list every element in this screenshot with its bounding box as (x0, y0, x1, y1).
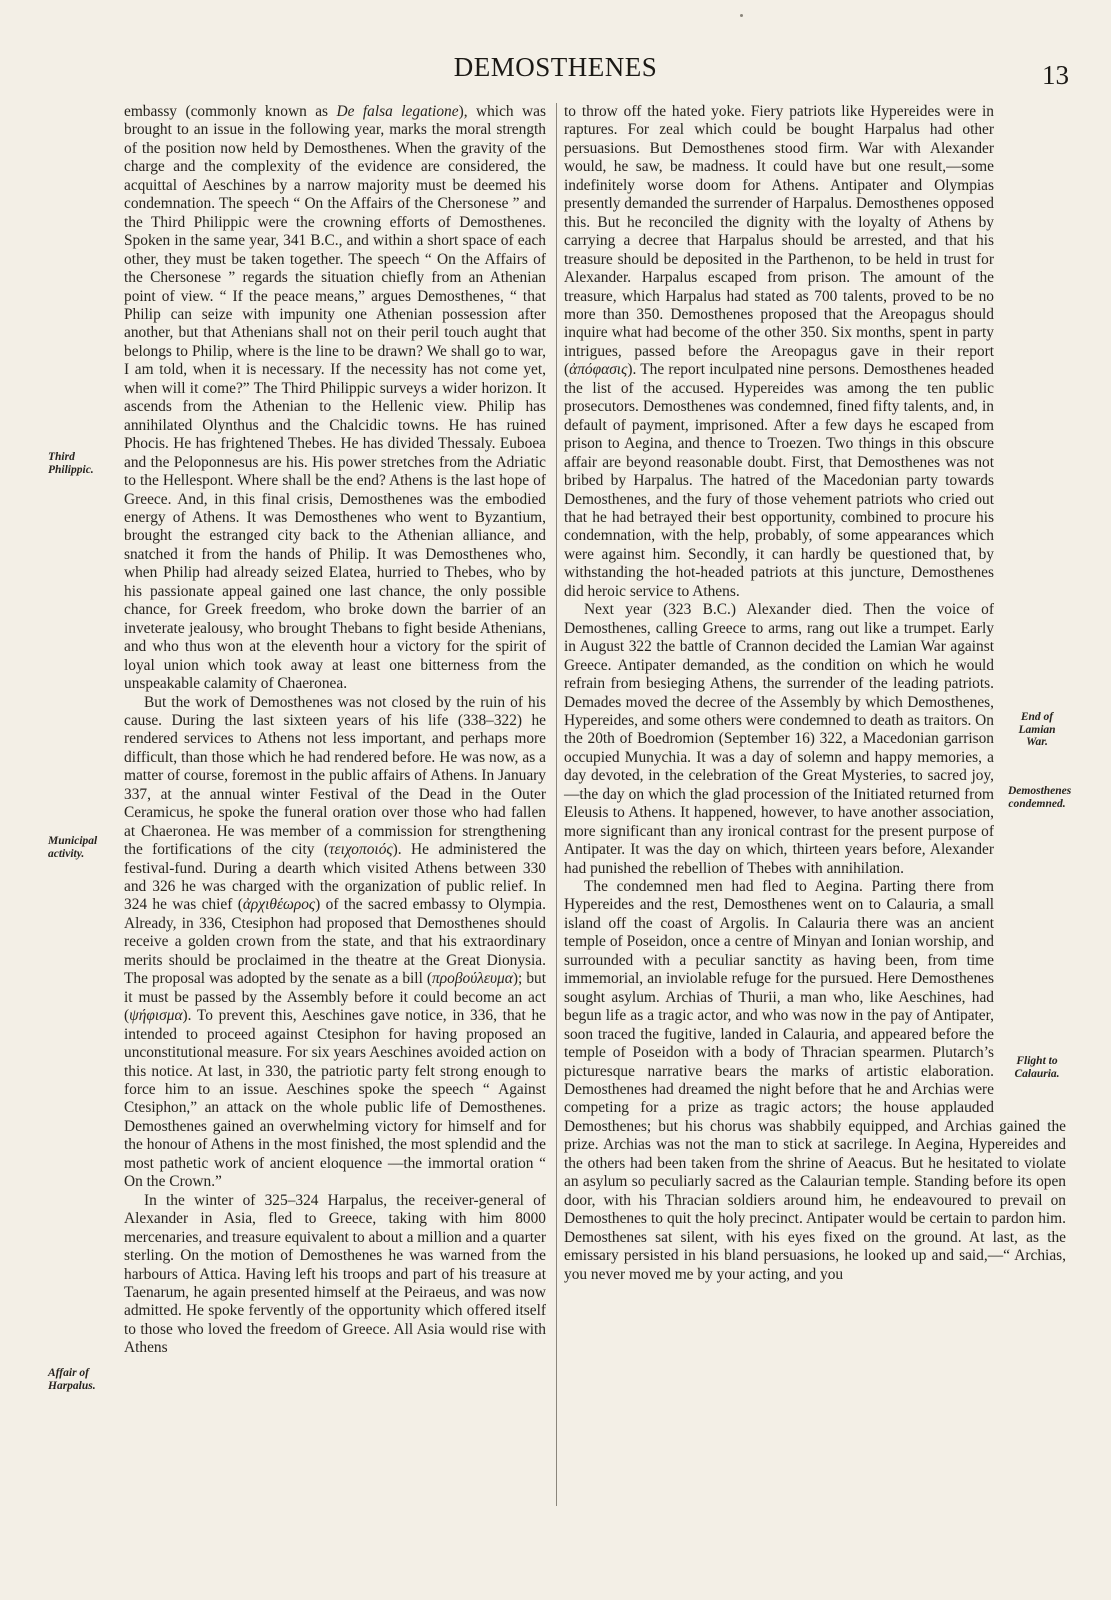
right-column (564, 103, 1072, 1284)
marginal-note-box (48, 435, 124, 507)
marginal-note-box (994, 1039, 1066, 1111)
greek-term: ἀρχιθέωρος (242, 896, 316, 914)
paragraph: In the winter of 325–324 Harpalus, the receiver-general of Alexander in Asia, fled to Greece, taking with him 8000 mercenaries, and treasure equivalent to about a million and a quarter sterling. On the motion of Demosthenes he was warned from the harbours of Attica. Having left his troops and part of his treasure at Taenarum, he again presented himself at the Peiraeus, and was now admitted. He spoke fervently of the opportunity which offered itself to those who loved the freedom of Greece. All Asia would rise with Athens (124, 1191, 546, 1357)
marginal-note-box (994, 769, 1072, 859)
marginal-note-municipal-activity: Municipal activity. (48, 835, 98, 860)
paragraph: embassy (commonly known as De falsa legatione), which was brought to an issue in the following year, marks the moral strength of the position now held by Demosthenes. When the gravity of the charge and the complexity of the evidence are considered, the acquittal of Aeschines by a narrow majority must be deemed his condemnation. The speech “ On the Affairs of the Chersonese ” and the Third Philippic were the crowning efforts of Demosthenes. Spoken in the same year, 341 B.C., and within a short space of each other, they must be taken together. The speech “ On the Affairs of the Chersonese ” regards the situation chiefly from an Athenian point of view. “ If the peace means,” argues Demosthenes, “ that Philip can seize with impunity one Athenian possession after another, but that Athenians shall not on their peril touch aught that belongs to Philip, where is the line to be drawn? We shall go to war, I am told, when it is necessary. If the necessity has not come yet, when will it come?” The Third Philippic surveys a wider horizon. It ascends from the Athenian to the Hellenic view. Philip has annihilated Olynthus and the Chalcidic towns. He has ruined Phocis. He has frightened Thebes. He has divided Thessaly. Euboea and the Peloponnesus are his. His power stretches from the Adriatic to the Hellespont. Where shall be the end? Athens is the last hope of Greece. And, in this final crisis, Demosthenes was the embodied energy of Athens. It was Demosthenes who went to Byzantium, brought the estranged city back to the Athenian alliance, and snatched it from the hands of Philip. It was Demosthenes who, when Philip had already seized Elatea, hurried to Thebes, who by his passionate appeal gained one last chance, the only possible chance, for Greek freedom, who broke down the barrier of an inveterate jealousy, who brought Thebans to fight beside Athenians, and who thus won at the eleventh hour a victory for the spirit of loyal union which took away at least one bitterness from the unspeakable calamity of Chaeronea. (124, 103, 546, 693)
marginal-note-flight-to-calauria: Flight to Calauria. (1014, 1055, 1060, 1080)
marginal-note-box (48, 819, 124, 891)
paragraph: The condemned men had fled to Aegina. Parting there from Hypereides and the rest, Demosthenes went on to Calauria, a small island off the coast of Argolis. In Calauria there was an ancient temple of Poseidon, once a centre of Minyan and Ionian worship, and surrounded with a peculiar sanctity as having been, from time immemorial, an inviolable refuge for the pursued. Here Demosthenes sought asylum. Archias of Thurii, a man who, like Aeschines, had begun life as a tragic actor, and who was now in the pay of Antipater, soon traced the fugitive, landed in Calauria, and appeared before the temple of Poseidon with a body of Thracian spearmen. Plutarch’s picturesque narrative bears the marks of artistic elaboration. Demosthenes had dreamed the night before that he and Archias were competing for a prize as tragic actors; the house applauded Demosthenes; but his chorus was shabbily equipped, and Archias gained the prize. Archias was not the man to stick at sacrilege. In Aegina, Hypereides and the others had been taken from the shrine of Aeacus. But he hesitated to violate an asylum so peculiarly sacred as the Calaurian temple. Standing before its open door, with his Thracian soldiers around him, he endeavoured to prevail on Demosthenes to quit the holy precinct. Antipater would be certain to pardon him. Demosthenes sat silent, with his eyes fixed on the ground. At last, as the emissary persisted in his bland persuasions, he looked up and said,—“ Archias, you never moved me by your acting, and you (564, 878, 1066, 1283)
marginal-note-end-of-lamian-war: End of Lamian War. (1018, 711, 1056, 748)
work-title: De falsa legatione (336, 103, 459, 120)
paragraph: to throw off the hated yoke. Fiery patriots like Hypereides were in raptures. For zeal which could be bought Harpalus had other persuasions. But Demosthenes stood firm. War with Alexander would, he saw, be madness. It could have but one result,—some indefinitely worse doom for Athens. Antipater and Olympias presently demanded the surrender of Harpalus. Demosthenes opposed this. But he reconciled the dignity with the loyalty of Athens by carrying a decree that Harpalus should be arrested, and that his treasure should be deposited in the Parthenon, to be held in trust for Alexander. Harpalus escaped from prison. The amount of the treasure, which Harpalus had stated as 700 talents, proved to be no more than 350. Demosthenes proposed that the Areopagus should inquire what had become of the other 350. Six months, spent in party intrigues, passed before the Areopagus gave in their report (ἀπόφασις). The report inculpated nine persons. Demosthenes headed the list of the accused. Hypereides was among the ten public prosecutors. Demosthenes was condemned, fined fifty talents, and, in default of payment, imprisoned. After a few days he escaped from prison to Aegina, and thence to Troezen. Two things in this obscure affair are beyond reasonable doubt. First, that Demosthenes was not bribed by Harpalus. The hatred of the Macedonian party towards Demosthenes, and the fury of those vehement patriots who cried out that he had betrayed their best opportunity, combined to procure his condemnation, with the help, probably, of some appearances which were against him. Secondly, it can hardly be questioned that, by withstanding the hot-headed patriots at this juncture, Demosthenes did heroic service to Athens. (564, 103, 994, 600)
marginal-note-box (48, 1351, 124, 1423)
paragraph: Next year (323 B.C.) Alexander died. Then the voice of Demosthenes, calling Greece to arms, rang out like a trumpet. Early in August 322 the battle of Crannon decided the Lamian War against Greece. Antipater demanded, as the condition on which he would refrain from besieging Athens, the surrender of the leading patriots. Demades moved the decree of the Assembly by which Demosthenes, Hypereides, and some others were condemned to death as traitors. On the 20th of Boedromion (September 16) 322, a Macedonian garrison occupied Munychia. It was a day of solemn and happy memories, a day devoted, in the celebration of the Great Mysteries, to sacred joy,—the day on which the glad procession of the Initiated returned from Eleusis to Athens. It happened, however, to have another association, more significant than any ironical contrast for the present purpose of Antipater. It was the day on which, thirteen years before, Alexander had punished the rebellion of Thebes with annihilation. (564, 601, 994, 877)
paragraph: But the work of Demosthenes was not closed by the ruin of his cause. During the last sixteen years of his life (338–322) he rendered services to Athens not less important, and perhaps more difficult, than those which he had rendered before. He was now, as a matter of course, foremost in the public affairs of Athens. In January 337, at the annual winter Festival of the Dead in the Outer Ceramicus, he spoke the funeral oration over those who had fallen at Chaeronea. He was member of a commission for strengthening the fortifications of the city (τειχοποιός). He administered the festival-fund. During a dearth which visited Athens between 330 and 326 he was charged with the organization of public relief. In 324 he was chief (ἀρχιθέωρος) of the sacred embassy to Olympia. Already, in 336, Ctesiphon had proposed that Demosthenes should receive a golden crown from the state, and that his extraordinary merits should be proclaimed in the theatre at the Great Dionysia. The proposal was adopted by the senate as a bill (προβούλευμα); but it must be passed by the Assembly before it could become an act (ψήφισμα). To prevent this, Aeschines gave notice, in 336, that he intended to proceed against Ctesiphon for having proposed an unconstitutional measure. For six years Aeschines avoided action on this notice. At last, in 330, the patriotic party felt strong enough to force him to an issue. Aeschines spoke the speech “ Against Ctesiphon,” an attack on the whole public life of Demosthenes. Demosthenes gained an overwhelming victory for himself and for the honour of Athens in the most finished, the most splendid and the most pathetic work of ancient eloquence —the immortal oration “ On the Crown.” (124, 693, 546, 1191)
marginal-note-affair-of-harpalus: Affair of Harpalus. (48, 1367, 96, 1392)
greek-term: ψήφισμα (129, 1007, 183, 1025)
left-column (48, 103, 546, 1423)
marginal-note-demosthenes-condemned: Demosthenes condemned. (1008, 785, 1072, 810)
greek-term: ἀπόφασις (569, 361, 628, 379)
ink-speck (740, 14, 743, 17)
column-divider (556, 103, 557, 1506)
page-number: 13 (1042, 60, 1069, 90)
page-title: DEMOSTHENES (453, 52, 658, 82)
marginal-note-box (994, 695, 1066, 767)
greek-term: τειχοποιός (329, 841, 393, 859)
marginal-note-third-philippic: Third Philippic. (48, 451, 94, 476)
greek-term: προβούλευμα (432, 970, 513, 988)
